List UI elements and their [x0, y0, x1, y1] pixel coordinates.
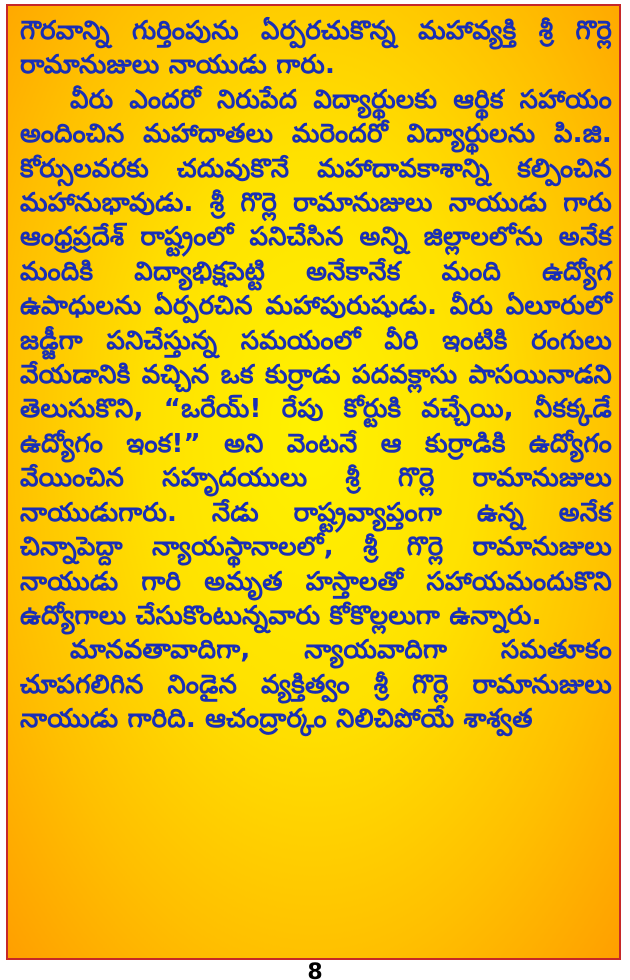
body-text: [20, 14, 612, 737]
text-panel: [6, 4, 621, 960]
page-number: 8: [307, 960, 323, 980]
paragraph-1: గౌరవాన్ని గుర్తింపును ఏర్పరచుకొన్న మహావ్యక్తి శ్రీ గొర్లె రామానుజులు నాయుడు గారు.: [20, 16, 612, 81]
paragraph-2: వీరు ఎందరో నిరుపేద విద్యార్థులకు ఆర్థిక సహాయం అందించిన మహాదాతలు మరెందరో విద్యార్థులను పి.జి. కోర్సులవరకు చదువుకొనే మహాదావకాశాన్ని కల్పించిన మహానుభావుడు. శ్రీ గొర్లె రామానుజులు నాయుడు గారు ఆంధ్రప్రదేశ్ రాష్ట్రంలో పనిచేసిన అన్ని జిల్లాలలోను అనేక మందికి విద్యాభిక్షపెట్టి అనేకానేక మంది ఉద్యోగ ఉపాధులను ఏర్పరచిన మహాపురుషుడు. వీరు ఏలూరులో జడ్జీగా పనిచేస్తున్న సమయంలో వీరి ఇంటికి రంగులు వేయడానికి వచ్చిన ఒక కుర్రాడు పదవక్లాసు పాసయినాడని తెలుసుకొని, “ఒరేయ్! రేపు కోర్టుకి వచ్చేయి, నీకక్కడే ఉద్యోగం ఇంక!” అని వెంటనే ఆ కుర్రాడికి ఉద్యోగం వేయించిన సహృదయులు శ్రీ గొర్లె రామానుజులు నాయుడుగారు. నేడు రాష్ట్రవ్యాప్తంగా ఉన్న అనేక చిన్నాపెద్దా న్యాయస్థానాలలో, శ్రీ గొర్లె రామానుజులు నాయుడు గారి అమృత హస్తాలతో సహాయమందుకొని ఉద్యోగాలు చేసుకొంటున్నవారు కోకొల్లలుగా ఉన్నారు.: [20, 84, 612, 631]
paragraph-3: మానవతావాదిగా, న్యాయవాదిగా సమతూకం చూపగలిగిన నిండైన వ్యక్తిత్వం శ్రీ గొర్లె రామానుజులు నాయుడు గారిది. ఆచంద్రార్కం నిలిచిపోయే శాశ్వత: [20, 635, 612, 735]
